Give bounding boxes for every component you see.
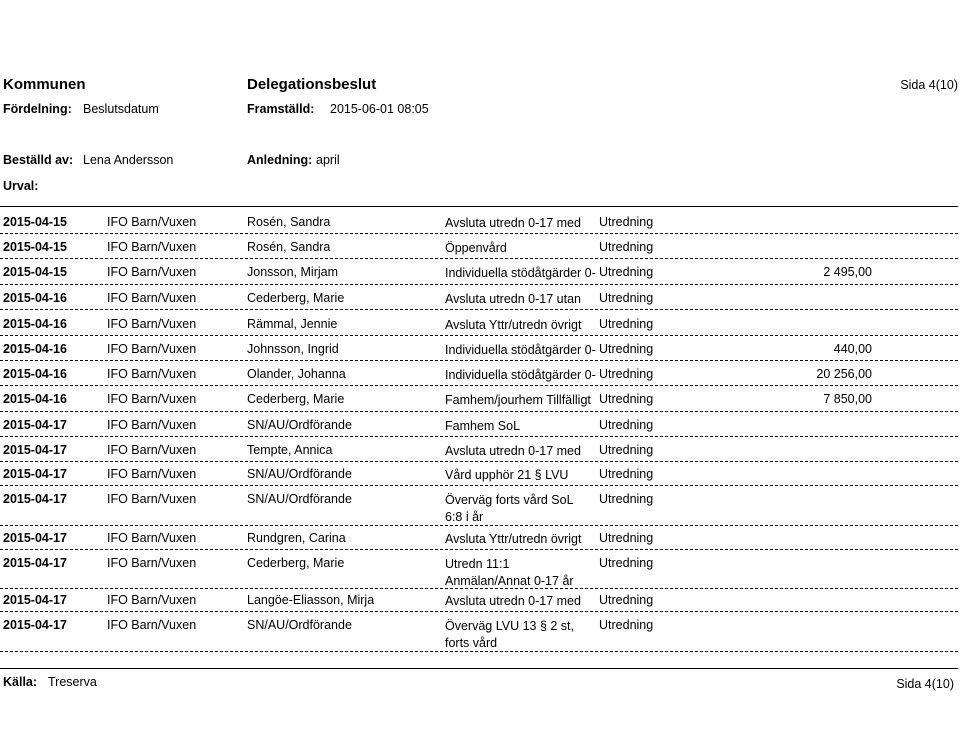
- table-row: [0, 317, 958, 341]
- row-action: Överväg LVU 13 § 2 st, forts vård: [445, 619, 574, 650]
- row-name: SN/AU/Ordförande: [247, 618, 352, 632]
- row-date: 2015-04-15: [3, 265, 67, 279]
- row-unit: IFO Barn/Vuxen: [107, 531, 197, 545]
- table-top-rule: [0, 206, 958, 207]
- row-type: Utredning: [599, 317, 654, 331]
- row-date: 2015-04-16: [3, 392, 67, 406]
- table-row: [0, 215, 958, 239]
- row-action: Utredn 11:1 Anmälan/Annat 0-17 år: [445, 557, 574, 588]
- table-row: [0, 618, 958, 654]
- row-amount: 20 256,00: [816, 367, 872, 381]
- row-divider: [0, 284, 958, 285]
- row-unit: IFO Barn/Vuxen: [107, 556, 197, 570]
- row-type: Utredning: [599, 443, 654, 457]
- row-divider: [0, 411, 958, 412]
- table-row: [0, 443, 958, 467]
- footer-page-number: Sida 4(10): [896, 677, 954, 691]
- row-action: Famhem SoL: [445, 419, 521, 433]
- row-action: Famhem/jourhem Tillfälligt: [445, 393, 591, 407]
- row-divider: [0, 360, 958, 361]
- table-row: [0, 593, 958, 617]
- framstallt-value: 2015-06-01 08:05: [330, 102, 429, 116]
- row-divider: [0, 611, 958, 612]
- row-unit: IFO Barn/Vuxen: [107, 265, 197, 279]
- page-number: Sida 4(10): [900, 78, 958, 92]
- row-date: 2015-04-16: [3, 342, 67, 356]
- row-type: Utredning: [599, 342, 654, 356]
- row-name: Rämmal, Jennie: [247, 317, 338, 331]
- row-amount: 2 495,00: [823, 265, 872, 279]
- row-action: Individuella stödåtgärder 0-: [445, 266, 596, 280]
- row-action: Öppenvård: [445, 241, 507, 255]
- row-action: Avsluta Yttr/utredn övrigt: [445, 318, 582, 332]
- row-type: Utredning: [599, 556, 654, 570]
- row-date: 2015-04-17: [3, 556, 67, 570]
- fordelning-value: Beslutsdatum: [83, 102, 159, 116]
- row-action: Avsluta utredn 0-17 med: [445, 594, 581, 608]
- row-type: Utredning: [599, 531, 654, 545]
- row-unit: IFO Barn/Vuxen: [107, 467, 197, 481]
- row-name: SN/AU/Ordförande: [247, 492, 352, 506]
- table-row: [0, 240, 958, 264]
- table-row: [0, 418, 958, 442]
- row-amount: 440,00: [833, 342, 872, 356]
- row-date: 2015-04-15: [3, 240, 67, 254]
- row-divider: [0, 436, 958, 437]
- table-row: [0, 392, 958, 416]
- kalla-value: Treserva: [48, 675, 97, 689]
- row-name: Cederberg, Marie: [247, 556, 345, 570]
- row-type: Utredning: [599, 291, 654, 305]
- row-name: Cederberg, Marie: [247, 291, 345, 305]
- row-unit: IFO Barn/Vuxen: [107, 317, 197, 331]
- row-name: Johnsson, Ingrid: [247, 342, 339, 356]
- kalla-label: Källa:: [3, 675, 38, 689]
- row-name: Olander, Johanna: [247, 367, 346, 381]
- table-row: [0, 531, 958, 555]
- row-unit: IFO Barn/Vuxen: [107, 593, 197, 607]
- table-row: [0, 367, 958, 391]
- row-name: Rosén, Sandra: [247, 215, 331, 229]
- row-divider: [0, 651, 958, 652]
- row-type: Utredning: [599, 392, 654, 406]
- row-unit: IFO Barn/Vuxen: [107, 418, 197, 432]
- row-amount: 7 850,00: [823, 392, 872, 406]
- row-unit: IFO Barn/Vuxen: [107, 240, 197, 254]
- row-type: Utredning: [599, 467, 654, 481]
- row-divider: [0, 485, 958, 486]
- row-divider: [0, 549, 958, 550]
- row-divider: [0, 525, 958, 526]
- row-action: Överväg forts vård SoL 6:8 i år: [445, 493, 574, 524]
- row-action: Vård upphör 21 § LVU: [445, 468, 569, 482]
- anledning-value: april: [316, 153, 340, 167]
- row-action: Avsluta Yttr/utredn övrigt: [445, 532, 582, 546]
- row-type: Utredning: [599, 418, 654, 432]
- row-divider: [0, 233, 958, 234]
- table-row: [0, 265, 958, 289]
- framstallt-label: Framställd:: [247, 102, 315, 116]
- org-name: Kommunen: [3, 76, 86, 93]
- row-date: 2015-04-16: [3, 291, 67, 305]
- table-row: [0, 467, 958, 491]
- row-unit: IFO Barn/Vuxen: [107, 342, 197, 356]
- row-name: Rundgren, Carina: [247, 531, 346, 545]
- row-date: 2015-04-17: [3, 593, 67, 607]
- footer-rule: [0, 668, 958, 669]
- row-type: Utredning: [599, 215, 654, 229]
- row-action: Individuella stödåtgärder 0-: [445, 343, 596, 357]
- row-action: Individuella stödåtgärder 0-: [445, 368, 596, 382]
- row-date: 2015-04-16: [3, 367, 67, 381]
- table-row: [0, 291, 958, 315]
- table-row: [0, 492, 958, 528]
- row-date: 2015-04-15: [3, 215, 67, 229]
- row-name: SN/AU/Ordförande: [247, 418, 352, 432]
- row-type: Utredning: [599, 240, 654, 254]
- row-divider: [0, 461, 958, 462]
- row-date: 2015-04-17: [3, 492, 67, 506]
- row-unit: IFO Barn/Vuxen: [107, 367, 197, 381]
- row-unit: IFO Barn/Vuxen: [107, 443, 197, 457]
- row-date: 2015-04-17: [3, 531, 67, 545]
- row-type: Utredning: [599, 367, 654, 381]
- row-name: Jonsson, Mirjam: [247, 265, 338, 279]
- row-type: Utredning: [599, 618, 654, 632]
- row-type: Utredning: [599, 265, 654, 279]
- row-date: 2015-04-17: [3, 618, 67, 632]
- row-unit: IFO Barn/Vuxen: [107, 492, 197, 506]
- row-date: 2015-04-17: [3, 443, 67, 457]
- row-divider: [0, 309, 958, 310]
- row-name: Tempte, Annica: [247, 443, 333, 457]
- row-unit: IFO Barn/Vuxen: [107, 215, 197, 229]
- bestallt-label: Beställd av:: [3, 153, 74, 167]
- table-row: [0, 342, 958, 366]
- row-date: 2015-04-16: [3, 317, 67, 331]
- row-divider: [0, 588, 958, 589]
- row-unit: IFO Barn/Vuxen: [107, 392, 197, 406]
- row-name: SN/AU/Ordförande: [247, 467, 352, 481]
- report-title: Delegationsbeslut: [247, 76, 377, 93]
- fordelning-label: Fördelning:: [3, 102, 72, 116]
- row-divider: [0, 258, 958, 259]
- row-unit: IFO Barn/Vuxen: [107, 618, 197, 632]
- row-action: Avsluta utredn 0-17 med: [445, 444, 581, 458]
- anledning-label: Anledning:: [247, 153, 313, 167]
- row-date: 2015-04-17: [3, 467, 67, 481]
- row-divider: [0, 385, 958, 386]
- row-action: Avsluta utredn 0-17 med: [445, 216, 581, 230]
- row-unit: IFO Barn/Vuxen: [107, 291, 197, 305]
- bestallt-value: Lena Andersson: [83, 153, 174, 167]
- row-divider: [0, 335, 958, 336]
- row-date: 2015-04-17: [3, 418, 67, 432]
- row-name: Cederberg, Marie: [247, 392, 345, 406]
- row-name: Rosén, Sandra: [247, 240, 331, 254]
- urval-label: Urval:: [3, 179, 39, 193]
- row-type: Utredning: [599, 593, 654, 607]
- row-name: Langöe-Eliasson, Mirja: [247, 593, 375, 607]
- row-action: Avsluta utredn 0-17 utan: [445, 292, 581, 306]
- table-row: [0, 556, 958, 592]
- row-type: Utredning: [599, 492, 654, 506]
